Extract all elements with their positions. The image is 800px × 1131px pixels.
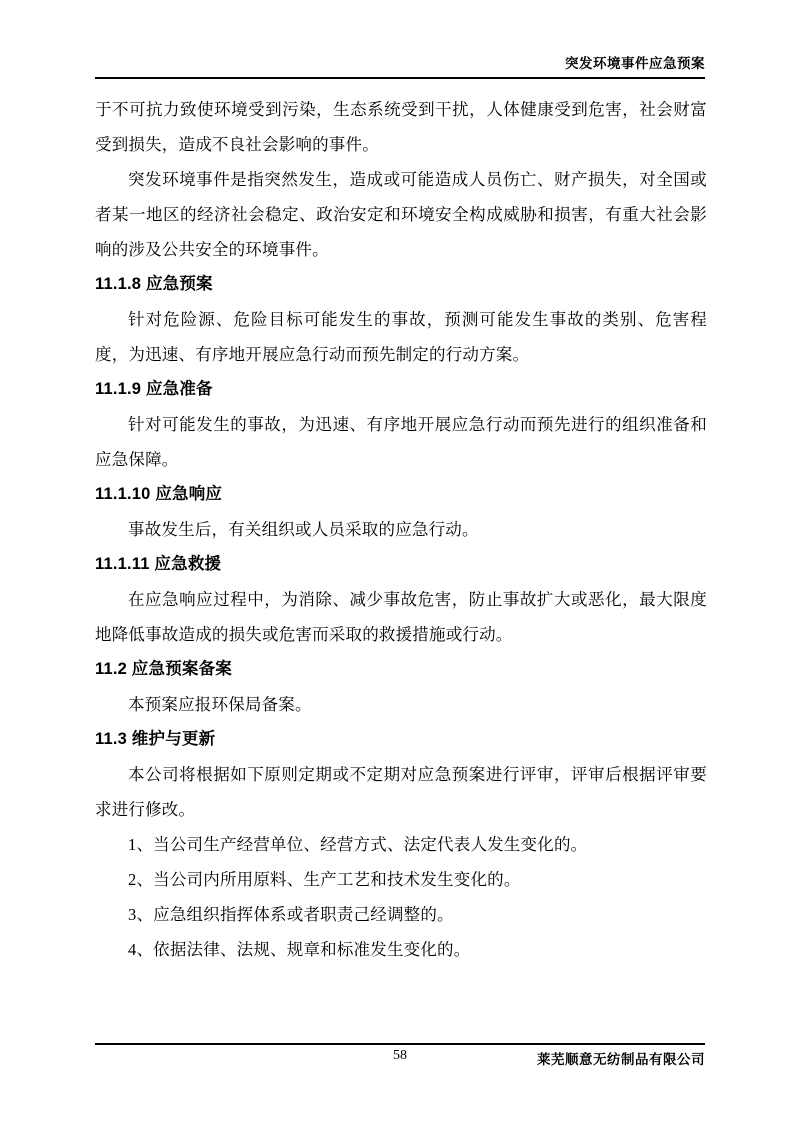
section-text-11-3: 本公司将根据如下原则定期或不定期对应急预案进行评审，评审后根据评审要求进行修改。 xyxy=(95,765,707,819)
list-item: 4、依据法律、法规、规章和标准发生变化的。 xyxy=(128,940,471,959)
footer-company-name: 莱芜顺意无纺制品有限公司 xyxy=(537,1052,705,1067)
list-item: 1、当公司生产经营单位、经营方式、法定代表人发生变化的。 xyxy=(128,835,588,854)
section-heading-11-1-8: 11.1.8 应急预案 xyxy=(95,275,213,293)
list-item: 3、应急组织指挥体系或者职责己经调整的。 xyxy=(128,905,454,924)
section-heading-11-3: 11.3 维护与更新 xyxy=(95,730,216,748)
page-header-title: 突发环境事件应急预案 xyxy=(565,56,705,71)
list-item: 2、当公司内所用原料、生产工艺和技术发生变化的。 xyxy=(128,870,521,889)
section-heading-11-1-11: 11.1.11 应急救援 xyxy=(95,555,222,573)
page-number: 58 xyxy=(393,1048,407,1063)
section-text-11-1-9: 针对可能发生的事故，为迅速、有序地开展应急行动而预先进行的组织准备和应急保障。 xyxy=(95,415,707,469)
section-heading-11-1-10: 11.1.10 应急响应 xyxy=(95,485,223,503)
paragraph-continuation: 于不可抗力致使环境受到污染，生态系统受到干扰，人体健康受到危害，社会财富受到损失，造成不良社会影响的事件。 xyxy=(95,100,707,154)
paragraph-definition: 突发环境事件是指突然发生，造成或可能造成人员伤亡、财产损失，对全国或者某一地区的经济社会稳定、政治安定和环境安全构成威胁和损害，有重大社会影响的涉及公共安全的环境事件。 xyxy=(95,170,707,259)
section-text-11-1-8: 针对危险源、危险目标可能发生的事故，预测可能发生事故的类别、危害程度，为迅速、有序地开展应急行动而预先制定的行动方案。 xyxy=(95,310,707,364)
document-content xyxy=(95,92,707,967)
page-footer xyxy=(95,1048,705,1076)
section-heading-11-1-9: 11.1.9 应急准备 xyxy=(95,380,213,398)
section-text-11-1-11: 在应急响应过程中，为消除、减少事故危害，防止事故扩大或恶化，最大限度地降低事故造成的损失或危害而采取的救援措施或行动。 xyxy=(95,590,707,644)
header-divider xyxy=(95,77,705,79)
section-text-11-1-10: 事故发生后，有关组织或人员采取的应急行动。 xyxy=(128,520,479,539)
footer-divider xyxy=(95,1043,705,1045)
section-heading-11-2: 11.2 应急预案备案 xyxy=(95,660,232,678)
section-text-11-2: 本预案应报环保局备案。 xyxy=(128,695,312,714)
